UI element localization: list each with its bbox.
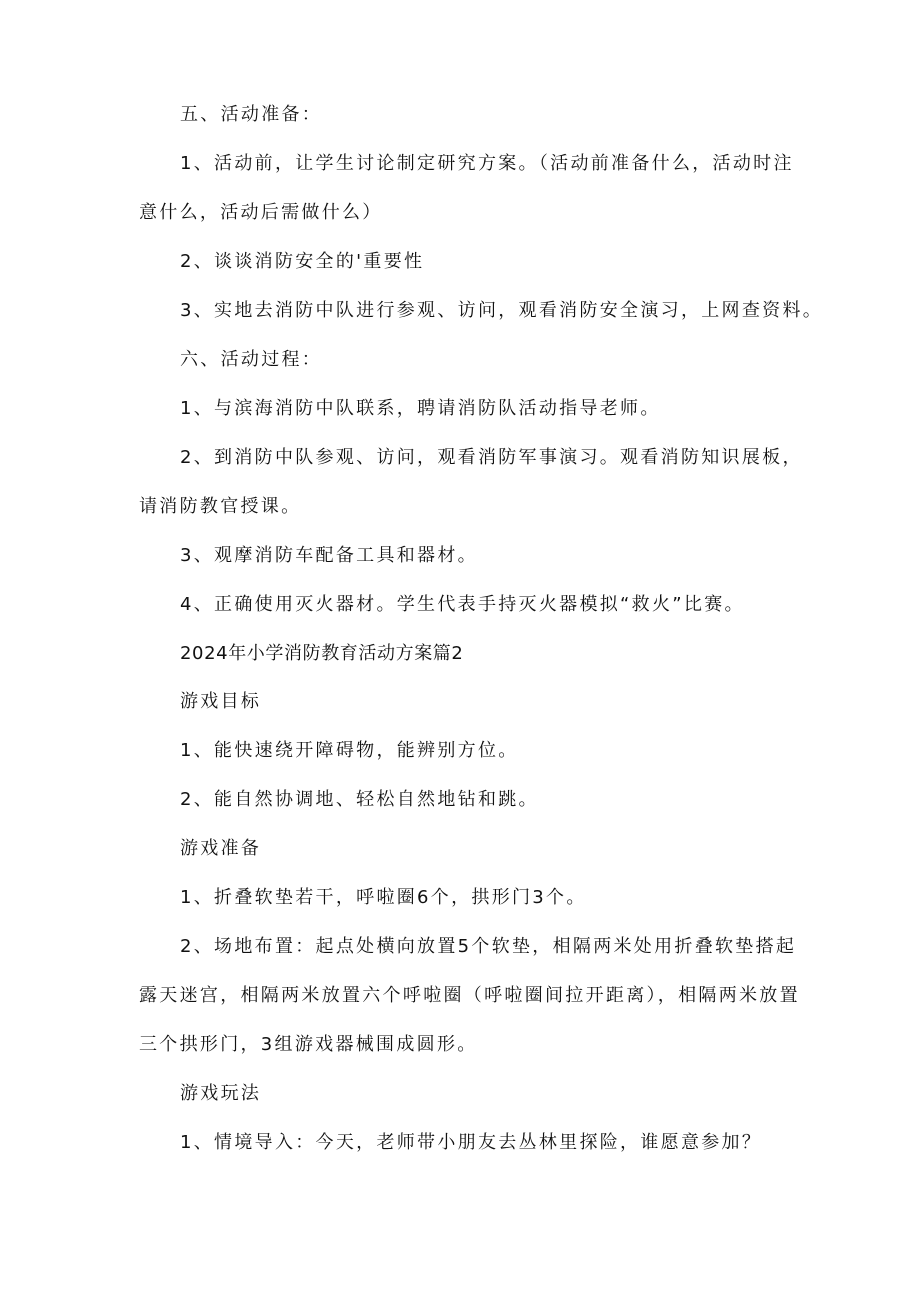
paragraph-line: 露天迷宫，相隔两米放置六个呼啦圈（呼啦圈间拉开距离），相隔两米放置 xyxy=(139,985,800,1006)
section-heading-preparation: 五、活动准备： xyxy=(180,104,323,125)
article-title: 2024年小学消防教育活动方案篇2 xyxy=(180,643,464,664)
paragraph-line: 2、谈谈消防安全的'重要性 xyxy=(180,251,425,272)
paragraph-line: 3、观摩消防车配备工具和器材。 xyxy=(180,545,478,566)
paragraph-line: 意什么，活动后需做什么） xyxy=(139,202,383,223)
paragraph-line: 1、能快速绕开障碍物，能辨别方位。 xyxy=(180,740,519,761)
paragraph-line: 1、情境导入：今天，老师带小朋友去丛林里探险，谁愿意参加？ xyxy=(180,1132,763,1153)
paragraph-line: 4、正确使用灭火器材。学生代表手持灭火器模拟“救火”比赛。 xyxy=(180,594,745,615)
section-heading-game-goals: 游戏目标 xyxy=(180,691,262,712)
paragraph-line: 1、折叠软垫若干，呼啦圈6个，拱形门3个。 xyxy=(180,887,587,908)
paragraph-line: 3、实地去消防中队进行参观、访问，观看消防安全演习，上网查资料。 xyxy=(180,300,824,321)
paragraph-line: 三个拱形门，3组游戏器械围成圆形。 xyxy=(139,1034,478,1055)
paragraph-line: 1、活动前，让学生讨论制定研究方案。（活动前准备什么，活动时注 xyxy=(180,153,794,174)
section-heading-process: 六、活动过程： xyxy=(180,349,323,370)
paragraph-line: 请消防教官授课。 xyxy=(139,496,302,517)
paragraph-line: 2、能自然协调地、轻松自然地钻和跳。 xyxy=(180,789,539,810)
section-heading-game-play: 游戏玩法 xyxy=(180,1083,262,1104)
paragraph-line: 2、到消防中队参观、访问，观看消防军事演习。观看消防知识展板， xyxy=(180,447,803,468)
paragraph-line: 1、与滨海消防中队联系，聘请消防队活动指导老师。 xyxy=(180,398,661,419)
section-heading-game-preparation: 游戏准备 xyxy=(180,838,262,859)
paragraph-line: 2、场地布置：起点处横向放置5个软垫，相隔两米处用折叠软垫搭起 xyxy=(180,936,797,957)
